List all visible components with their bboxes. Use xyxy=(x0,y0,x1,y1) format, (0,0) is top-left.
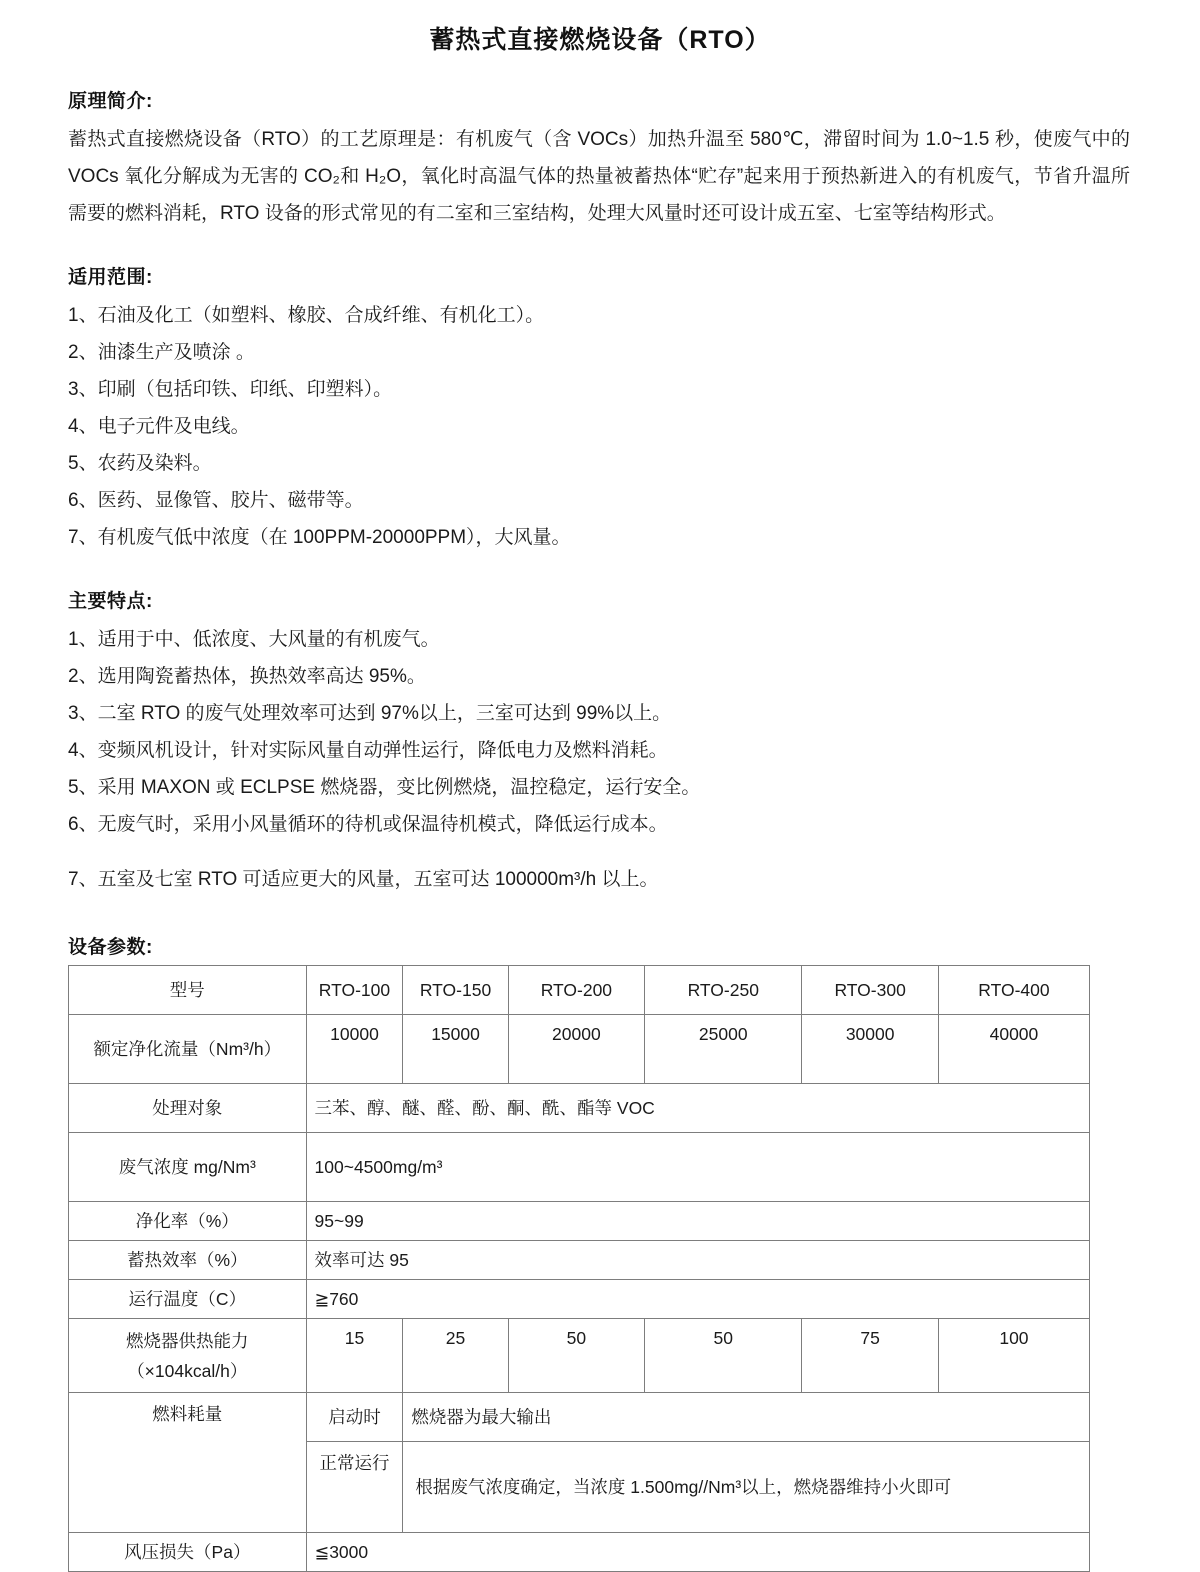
document-body xyxy=(0,86,1200,1572)
section-features xyxy=(68,586,1130,898)
spec-table xyxy=(68,965,1090,1572)
model-cell: RTO-300 xyxy=(802,966,938,1015)
object-label: 处理对象 xyxy=(69,1084,307,1133)
list-item: 4、变频风机设计，针对实际风量自动弹性运行，降低电力及燃料消耗。 xyxy=(68,740,668,761)
spec-table-heading: 设备参数: xyxy=(68,937,153,958)
fuel-normal-label: 正常运行 xyxy=(306,1442,403,1533)
section-scope xyxy=(68,262,1130,556)
list-item: 1、适用于中、低浓度、大风量的有机废气。 xyxy=(68,629,440,650)
pressure-label: 风压损失（Pa） xyxy=(69,1533,307,1572)
table-row xyxy=(69,1015,1090,1084)
model-cell: RTO-400 xyxy=(938,966,1089,1015)
fuel-startup-value: 燃烧器为最大输出 xyxy=(403,1393,1090,1442)
fuel-normal-value: 根据废气浓度确定，当浓度 1.500mg//Nm³以上，燃烧器维持小火即可 xyxy=(403,1442,1090,1533)
table-row xyxy=(69,1241,1090,1280)
model-cell: RTO-150 xyxy=(403,966,508,1015)
list-item: 7、五室及七室 RTO 可适应更大的风量，五室可达 100000m³/h 以上。 xyxy=(68,869,659,890)
flow-cell: 25000 xyxy=(645,1015,802,1084)
flow-cell: 20000 xyxy=(508,1015,644,1084)
burner-cell: 100 xyxy=(938,1319,1089,1393)
burner-cell: 50 xyxy=(645,1319,802,1393)
pressure-value: ≦3000 xyxy=(306,1533,1089,1572)
page-title: 蓄热式直接燃烧设备（RTO） xyxy=(429,26,771,54)
table-row xyxy=(69,1393,1090,1442)
flow-label: 额定净化流量（Nm³/h） xyxy=(69,1015,307,1084)
list-item: 6、无废气时，采用小风量循环的待机或保温待机模式，降低运行成本。 xyxy=(68,814,668,835)
table-row xyxy=(69,1319,1090,1393)
model-cell: RTO-200 xyxy=(508,966,644,1015)
temperature-value: ≧760 xyxy=(306,1280,1089,1319)
list-item: 4、电子元件及电线。 xyxy=(68,416,250,437)
list-item: 3、印刷（包括印铁、印纸、印塑料）。 xyxy=(68,379,393,400)
purification-value: 95~99 xyxy=(306,1202,1089,1241)
purification-label: 净化率（%） xyxy=(69,1202,307,1241)
temperature-label: 运行温度（C） xyxy=(69,1280,307,1319)
table-row xyxy=(69,966,1090,1015)
list-item: 5、采用 MAXON 或 ECLPSE 燃烧器，变比例燃烧，温控稳定，运行安全。 xyxy=(68,777,701,798)
list-item: 6、医药、显像管、胶片、磁带等。 xyxy=(68,490,364,511)
table-row xyxy=(69,1084,1090,1133)
flow-cell: 40000 xyxy=(938,1015,1089,1084)
section-principle xyxy=(68,86,1130,232)
model-cell: RTO-100 xyxy=(306,966,403,1015)
list-item: 3、二室 RTO 的废气处理效率可达到 97%以上，三室可达到 99%以上。 xyxy=(68,703,672,724)
concentration-value: 100~4500mg/m³ xyxy=(306,1133,1089,1202)
flow-cell: 10000 xyxy=(306,1015,403,1084)
burner-cell: 15 xyxy=(306,1319,403,1393)
features-heading: 主要特点: xyxy=(68,591,153,612)
list-item: 2、油漆生产及喷涂 。 xyxy=(68,342,255,363)
heat-recovery-value: 效率可达 95 xyxy=(306,1241,1089,1280)
model-label: 型号 xyxy=(69,966,307,1015)
burner-label-line2: （×104kcal/h） xyxy=(127,1360,248,1381)
object-value: 三苯、醇、醚、醛、酚、酮、酰、酯等 VOC xyxy=(306,1084,1089,1133)
list-item: 7、有机废气低中浓度（在 100PPM-20000PPM），大风量。 xyxy=(68,527,571,548)
burner-cell: 25 xyxy=(403,1319,508,1393)
flow-cell: 15000 xyxy=(403,1015,508,1084)
fuel-startup-label: 启动时 xyxy=(306,1393,403,1442)
principle-paragraph: 蓄热式直接燃烧设备（RTO）的工艺原理是：有机废气（含 VOCs）加热升温至 580℃，滞留时间为 1.0~1.5 秒，使废气中的 VOCs 氧化分解成为无害的 CO₂和 H₂O，氧化时高温气体的热量被蓄热体“贮存”起来用于预热新进入的有机废气，节省升温所需要的燃料消耗，RTO 设备的形式常见的有二室和三室结构，处理大风量时还可设计成五室、七室等结构形式。 xyxy=(68,129,1130,224)
burner-label-line1: 燃烧器供热能力 xyxy=(126,1330,249,1351)
burner-label xyxy=(69,1319,307,1393)
fuel-label: 燃料耗量 xyxy=(69,1393,307,1533)
burner-cell: 75 xyxy=(802,1319,938,1393)
burner-cell: 50 xyxy=(508,1319,644,1393)
table-row xyxy=(69,1533,1090,1572)
table-row xyxy=(69,1202,1090,1241)
model-cell: RTO-250 xyxy=(645,966,802,1015)
table-row xyxy=(69,1280,1090,1319)
table-row xyxy=(69,1133,1090,1202)
flow-cell: 30000 xyxy=(802,1015,938,1084)
list-item: 2、选用陶瓷蓄热体，换热效率高达 95%。 xyxy=(68,666,426,687)
heat-recovery-label: 蓄热效率（%） xyxy=(69,1241,307,1280)
list-item: 5、农药及染料。 xyxy=(68,453,212,474)
list-item: 1、石油及化工（如塑料、橡胶、合成纤维、有机化工）。 xyxy=(68,305,545,326)
principle-heading: 原理简介: xyxy=(68,91,153,112)
scope-heading: 适用范围: xyxy=(68,267,153,288)
concentration-label: 废气浓度 mg/Nm³ xyxy=(69,1133,307,1202)
